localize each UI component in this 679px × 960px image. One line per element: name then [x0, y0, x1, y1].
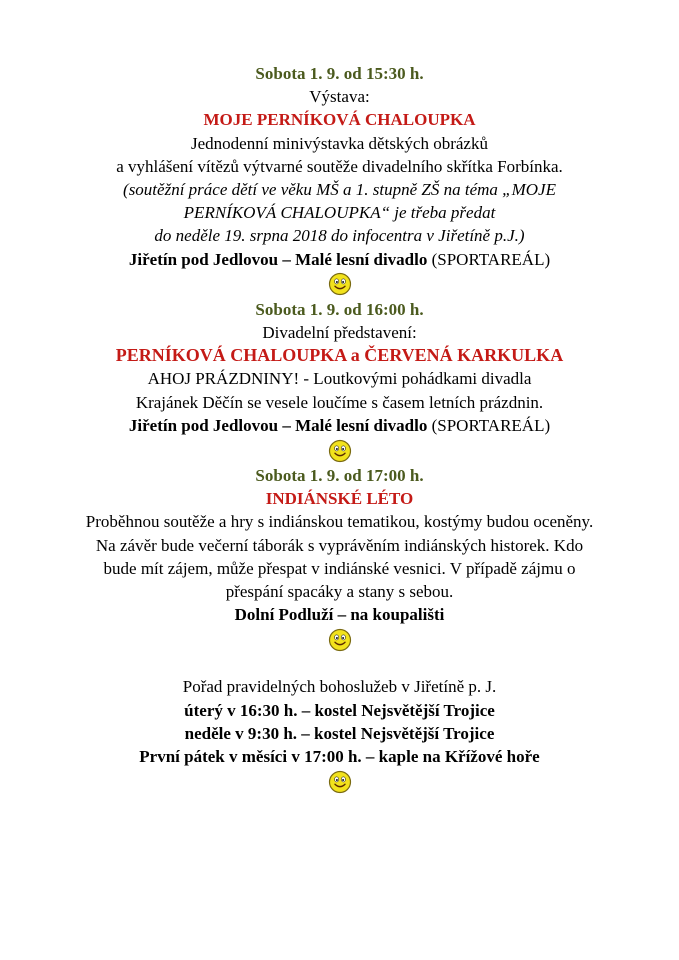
event1-title: MOJE PERNÍKOVÁ CHALOUPKA — [203, 110, 476, 130]
event3-date: Sobota 1. 9. od 17:00 h. — [255, 466, 424, 486]
smiley-face-icon — [328, 770, 352, 794]
event2-desc-2: Krajánek Děčín se vesele loučíme s časem letních prázdnin. — [135, 392, 544, 412]
event1-desc-1: Jednodenní minivýstavka dětských obrázků — [191, 133, 488, 153]
smiley-face-icon — [328, 439, 352, 463]
event1-date: Sobota 1. 9. od 15:30 h. — [255, 64, 424, 83]
event1-note-3: do neděle 19. srpna 2018 do infocentra v Jiřetíně p.J.) — [154, 226, 525, 246]
event1-desc-2: a vyhlášení vítězů výtvarné soutěže divadelního skřítka Forbínka. — [116, 156, 563, 176]
event1-venue — [0, 248, 679, 271]
event-announcement — [0, 62, 679, 795]
event2-venue-area: (SPORTAREÁL) — [427, 415, 551, 435]
event1-venue-place: Jiřetín pod Jedlovou – Malé lesní divadlo — [128, 249, 428, 269]
event1-venue-area: (SPORTAREÁL) — [427, 249, 551, 269]
event3-desc-4: přespání spacáky a stany s sebou. — [225, 582, 454, 602]
services-line-2: neděle v 9:30 h. – kostel Nejsvětější Trojice — [184, 723, 495, 743]
event2-desc-1: AHOJ PRÁZDNINY! - Loutkovými pohádkami divadla — [147, 369, 532, 389]
services-intro: Pořad pravidelných bohoslužeb v Jiřetíně p. J. — [182, 677, 497, 697]
event2-date: Sobota 1. 9. od 16:00 h. — [255, 299, 424, 319]
event3-desc-1: Proběhnou soutěže a hry s indiánskou tematikou, kostýmy budou oceněny. — [85, 512, 594, 532]
smiley-face-icon — [328, 628, 352, 652]
event1-type: Výstava: — [309, 87, 370, 107]
event2-venue-place: Jiřetín pod Jedlovou – Malé lesní divadlo — [128, 415, 428, 435]
services-line-1: úterý v 16:30 h. – kostel Nejsvětější Trojice — [184, 700, 495, 720]
event2-type: Divadelní představení: — [262, 323, 417, 343]
event3-desc-2: Na závěr bude večerní táborák s vyprávěním indiánských historek. Kdo — [95, 535, 584, 555]
event3-venue: Dolní Podluží – na koupališti — [234, 605, 445, 625]
event1-note-2: PERNÍKOVÁ CHALOUPKA“ je třeba předat — [183, 203, 496, 223]
event3-title: INDIÁNSKÉ LÉTO — [265, 489, 414, 509]
event3-desc-3: bude mít zájem, může přespat v indiánské vesnici. V případě zájmu o — [103, 558, 576, 578]
event1-note-1: (soutěžní práce dětí ve věku MŠ a 1. stupně ZŠ na téma „MOJE — [123, 180, 556, 200]
event2-venue — [0, 414, 679, 437]
services-line-3: První pátek v měsíci v 17:00 h. – kaple na Křížové hoře — [139, 747, 540, 767]
smiley-face-icon — [328, 272, 352, 296]
event2-title: PERNÍKOVÁ CHALOUPKA a ČERVENÁ KARKULKA — [115, 345, 564, 366]
